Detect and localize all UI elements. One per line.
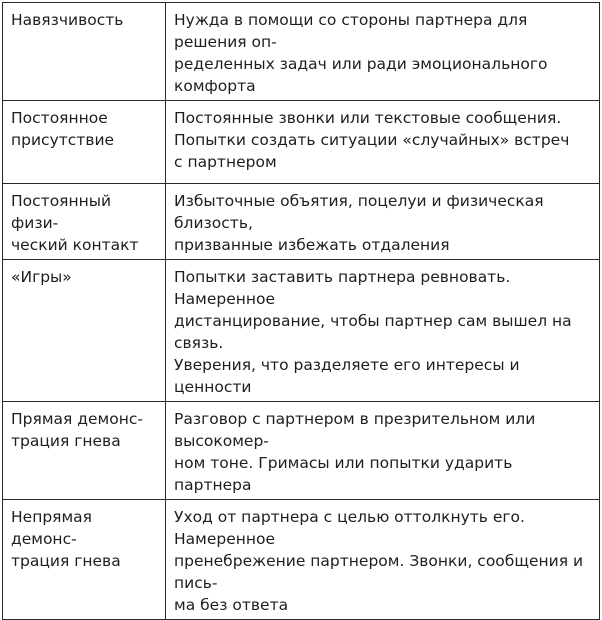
term-text: Постоянный физи- ческий контакт <box>11 192 139 254</box>
description-cell <box>166 260 600 402</box>
term-text: Навязчивость <box>11 11 124 29</box>
description-cell <box>166 3 600 101</box>
description-cell <box>166 402 600 500</box>
table-row <box>3 101 600 184</box>
description-text: Уход от партнера с целью оттолкнуть его. Намеренное пренебрежение партнером. Звонки, сообщения и пись- ма без ответа <box>174 508 584 614</box>
table-row <box>3 3 600 101</box>
table-row <box>3 402 600 500</box>
term-cell <box>3 402 166 500</box>
description-cell <box>166 101 600 184</box>
table-row <box>3 500 600 620</box>
term-cell <box>3 101 166 184</box>
description-text: Разговор с партнером в презрительном или высокомер- ном тоне. Гримасы или попытки ударить партнера <box>174 410 536 494</box>
term-cell <box>3 3 166 101</box>
term-text: «Игры» <box>11 268 72 286</box>
description-text: Избыточные объятия, поцелуи и физическая близость, призванные избежать отдаления <box>174 192 544 254</box>
table-row <box>3 260 600 402</box>
term-cell <box>3 184 166 260</box>
description-text: Нужда в помощи со стороны партнера для решения оп- ределенных задач или ради эмоционального комфорта <box>174 11 548 95</box>
description-cell <box>166 500 600 620</box>
term-text: Прямая демонс- трация гнева <box>11 410 143 450</box>
description-text: Попытки заставить партнера ревновать. Намеренное дистанцирование, чтобы партнер сам вышел на связь. Уверения, что разделяете его интересы и ценности <box>174 268 572 396</box>
description-text: Постоянные звонки или текстовые сообщения. Попытки создать ситуации «случайных» встреч с партнером <box>174 109 570 171</box>
behavior-table <box>2 2 600 620</box>
table-row <box>3 184 600 260</box>
description-cell <box>166 184 600 260</box>
term-cell <box>3 500 166 620</box>
term-text: Непрямая демонс- трация гнева <box>11 508 121 570</box>
term-cell <box>3 260 166 402</box>
term-text: Постоянное присутствие <box>11 109 115 149</box>
